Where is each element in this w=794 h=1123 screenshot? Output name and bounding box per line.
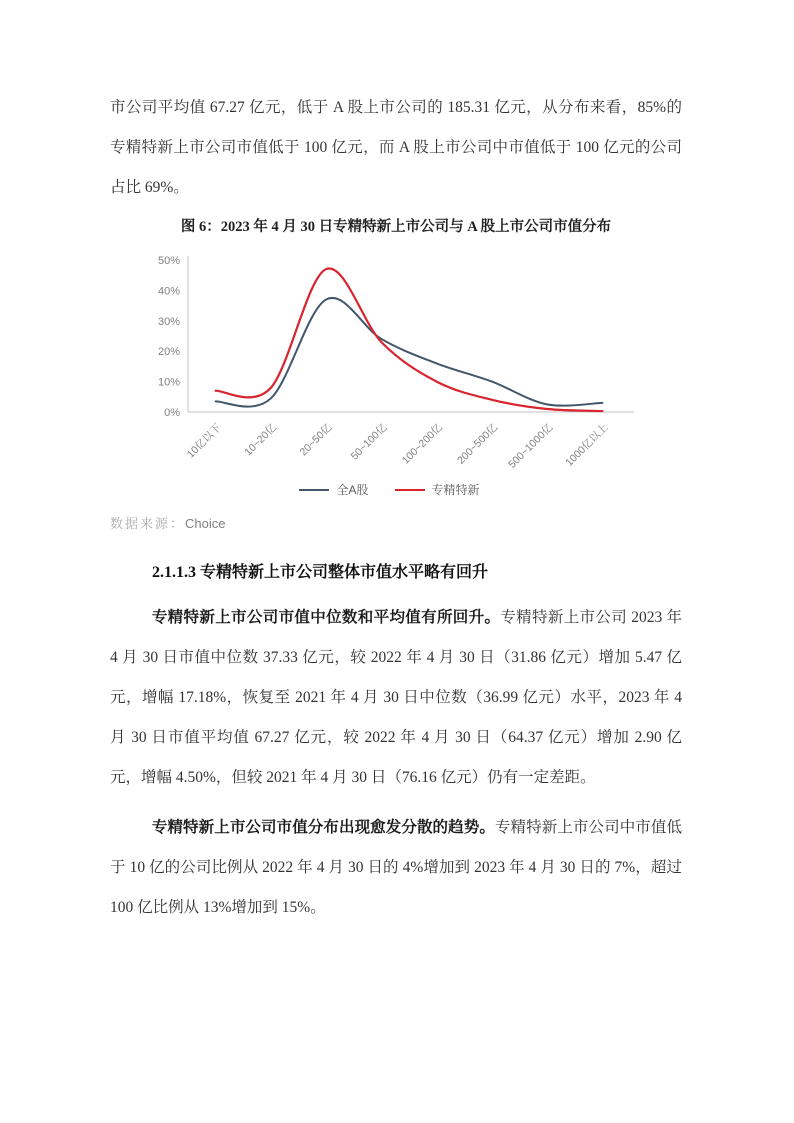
x-axis-tick-label: 50~100亿 xyxy=(348,421,390,463)
paragraph-lead-sentence: 专精特新上市公司市值中位数和平均值有所回升。 xyxy=(151,609,501,626)
x-axis-tick-label: 200~500亿 xyxy=(454,421,500,467)
y-axis-tick-label: 0% xyxy=(164,407,180,419)
intro-paragraph: 市公司平均值 67.27 亿元，低于 A 股上市公司的 185.31 亿元，从分布来看，85%的专精特新上市公司市值低于 100 亿元，而 A 股上市公司中市值低于 100 亿元的公司占比 69%。 xyxy=(110,99,682,196)
x-axis-tick-label: 500~1000亿 xyxy=(506,421,556,471)
legend-item-1 xyxy=(395,481,480,498)
section-heading: 2.1.1.3 专精特新上市公司整体市值水平略有回升 xyxy=(152,564,489,581)
y-axis-tick-label: 30% xyxy=(157,315,180,328)
y-axis-tick-label: 50% xyxy=(157,255,180,267)
paragraph-lead-sentence: 专精特新上市公司市值分布出现愈发分散的趋势。 xyxy=(151,819,495,836)
data-source-line xyxy=(110,514,682,534)
x-axis-tick-label: 1000亿以上 xyxy=(563,421,611,469)
legend-item-0 xyxy=(299,481,368,498)
data-source-value: Choice xyxy=(185,516,226,531)
legend-label-1: 专精特新 xyxy=(431,483,480,497)
y-axis-tick-label: 10% xyxy=(157,376,180,389)
market-cap-distribution-chart xyxy=(142,250,647,498)
y-axis-tick-label: 20% xyxy=(157,346,180,359)
x-axis-tick-label: 20~50亿 xyxy=(297,421,335,459)
series-line-0 xyxy=(216,298,603,407)
paragraph-body-text: 专精特新上市公司中市值低于 10 亿的公司比例从 2022 年 4 月 30 日的 4%增加到 2023 年 4 月 30 日的 7%，超过 100 亿比例从 13%增加到 15%。 xyxy=(110,819,682,916)
legend-label-0: 全A股 xyxy=(336,483,369,497)
paragraph-body-text: 专精特新上市公司 2023 年 4 月 30 日市值中位数 37.33 亿元，较 2022 年 4 月 30 日（31.86 亿元）增加 5.47 亿元，增幅 17.18%，恢复至 2021 年 4 月 30 日中位数（36.99 亿元）水平，2023 年 4 月 30 日市值平均值 67.27 亿元，较 2022 年 4 月 30 日（64.37 亿元）增加 2.90 亿元，增幅 4.50%，但较 2021 年 4 月 30 日（76.16 亿元）仍有一定差距。 xyxy=(110,609,682,786)
figure-caption: 图 6：2023 年 4 月 30 日专精特新上市公司与 A 股上市公司市值分布 xyxy=(180,219,612,235)
series-line-1 xyxy=(216,268,603,411)
x-axis-tick-label: 10亿以下 xyxy=(184,421,224,461)
x-axis-tick-label: 10~20亿 xyxy=(242,421,279,459)
paragraph-dispersion-trend xyxy=(110,808,682,928)
y-axis-tick-label: 40% xyxy=(157,285,180,298)
x-axis-tick-label: 100~200亿 xyxy=(399,421,445,467)
data-source-label: 数据来源： xyxy=(110,516,186,531)
paragraph-median-recovery xyxy=(110,598,682,798)
legend-swatch-0 xyxy=(299,489,329,491)
figure-block xyxy=(110,212,682,534)
legend-swatch-1 xyxy=(395,489,425,491)
chart-legend xyxy=(142,481,647,498)
chart-canvas xyxy=(142,250,647,482)
